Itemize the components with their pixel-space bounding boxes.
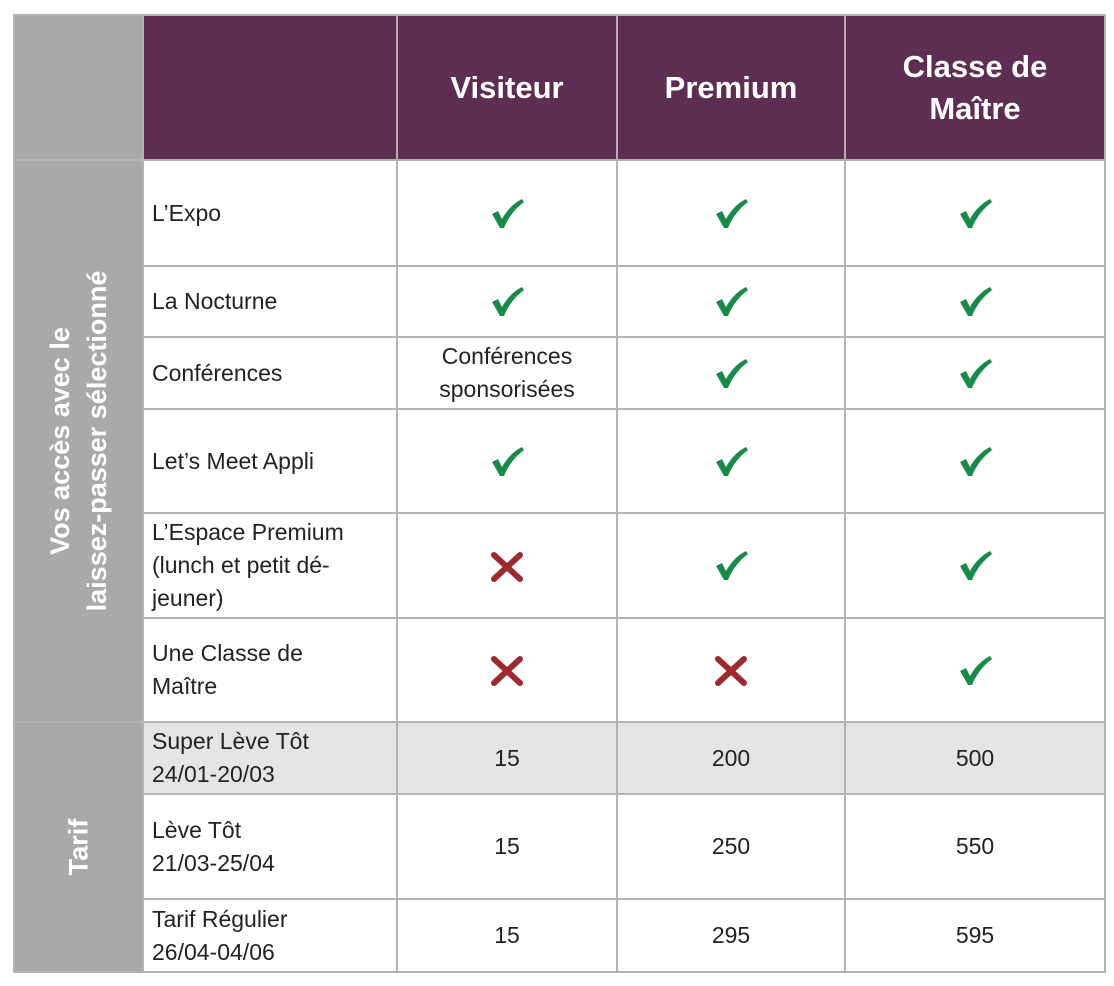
- check-icon: [957, 198, 993, 230]
- tarif-section-label: Tarif: [63, 818, 93, 876]
- price-cell: 15: [397, 794, 617, 899]
- table-row: [14, 618, 1105, 722]
- table-row: [14, 899, 1105, 972]
- header-premium: Premium: [617, 15, 845, 160]
- access-section-label: Vos accès avec le laissez-passer sélectionné: [44, 270, 112, 612]
- mark-cell: [617, 618, 845, 722]
- check-icon: [489, 198, 525, 230]
- header-blank-cell: [143, 15, 397, 160]
- check-icon: [713, 446, 749, 478]
- row-label: L’Espace Premium (lunch et petit dé- jeuner): [143, 513, 397, 618]
- mark-cell: [617, 513, 845, 618]
- header-row: [14, 15, 1105, 160]
- mark-cell: [845, 266, 1105, 337]
- mark-cell: [617, 266, 845, 337]
- row-label: Tarif Régulier 26/04-04/06: [143, 899, 397, 972]
- check-icon: [957, 446, 993, 478]
- table-row: [14, 266, 1105, 337]
- table-row: [14, 722, 1105, 794]
- check-icon: [489, 286, 525, 318]
- table-row: [14, 337, 1105, 409]
- pricing-table: [13, 14, 1106, 973]
- table-row: [14, 513, 1105, 618]
- mark-cell: [617, 337, 845, 409]
- price-cell: 295: [617, 899, 845, 972]
- cross-icon: [490, 552, 524, 582]
- mark-cell: [845, 160, 1105, 266]
- price-cell: 595: [845, 899, 1105, 972]
- price-cell: 500: [845, 722, 1105, 794]
- mark-cell: [397, 618, 617, 722]
- mark-cell: [845, 337, 1105, 409]
- mark-cell: [397, 409, 617, 513]
- table-row: [14, 794, 1105, 899]
- price-cell: 550: [845, 794, 1105, 899]
- check-icon: [957, 550, 993, 582]
- check-icon: [957, 655, 993, 687]
- access-section-label-cell: [14, 160, 143, 722]
- check-icon: [713, 358, 749, 390]
- row-label: L’Expo: [143, 160, 397, 266]
- cross-icon: [714, 656, 748, 686]
- row-label: Lève Tôt 21/03-25/04: [143, 794, 397, 899]
- table-row: [14, 160, 1105, 266]
- price-cell: 15: [397, 722, 617, 794]
- header-visiteur: Visiteur: [397, 15, 617, 160]
- check-icon: [957, 358, 993, 390]
- tarif-section-label-cell: [14, 722, 143, 972]
- header-classe-de-maitre: Classe de Maître: [845, 15, 1105, 160]
- mark-cell: [845, 513, 1105, 618]
- row-label: Super Lève Tôt 24/01-20/03: [143, 722, 397, 794]
- mark-cell: [845, 409, 1105, 513]
- mark-cell: [397, 513, 617, 618]
- row-label: Une Classe de Maître: [143, 618, 397, 722]
- check-icon: [713, 550, 749, 582]
- check-icon: [957, 286, 993, 318]
- table-row: [14, 409, 1105, 513]
- cross-icon: [490, 656, 524, 686]
- check-icon: [489, 446, 525, 478]
- price-cell: 250: [617, 794, 845, 899]
- row-label: Let’s Meet Appli: [143, 409, 397, 513]
- visitor-conferences-text: Conférences sponsorisées: [397, 337, 617, 409]
- mark-cell: [617, 409, 845, 513]
- mark-cell: [845, 618, 1105, 722]
- mark-cell: [617, 160, 845, 266]
- check-icon: [713, 286, 749, 318]
- row-label: La Nocturne: [143, 266, 397, 337]
- mark-cell: [397, 266, 617, 337]
- mark-cell: [397, 160, 617, 266]
- check-icon: [713, 198, 749, 230]
- price-cell: 15: [397, 899, 617, 972]
- price-cell: 200: [617, 722, 845, 794]
- row-label: Conférences: [143, 337, 397, 409]
- header-corner-cell: [14, 15, 143, 160]
